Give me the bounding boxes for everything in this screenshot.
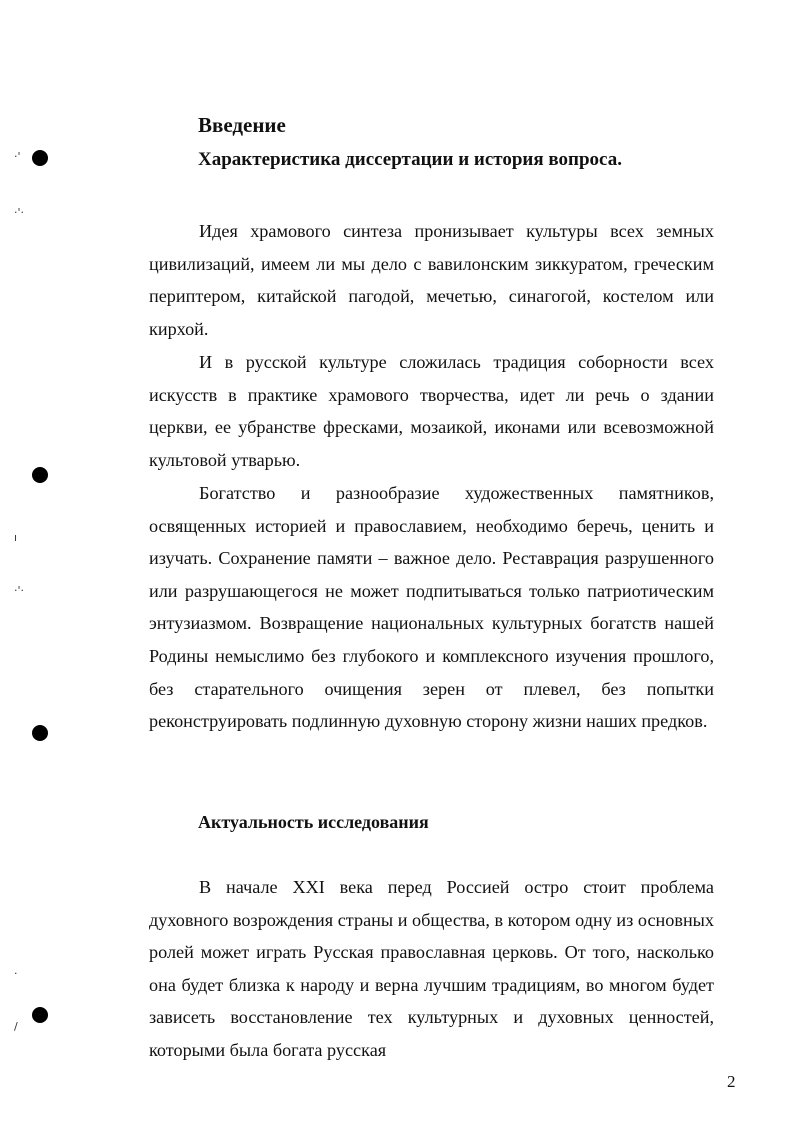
binding-hole [32,1007,48,1023]
scan-mark: ·'· [14,206,25,219]
paragraph: Богатство и разнообразие художественных памятников, освященных историей и православием, необходимо беречь, ценить и изучать. Сохранение памяти – важное дело. Реставрация разрушенного или разрушающегося не может подпитываться только патриотическим энтузиазмом. Возвращение национальных культурных богатств нашей Родины немыслимо без глубокого и комплексного изучения прошлого, без старательного очищения зерен от плевел, без попытки реконструировать подлинную духовную сторону жизни наших предков. [149,483,714,732]
binding-hole [32,725,48,741]
scan-mark: ·' [14,150,21,163]
scan-mark: · [14,967,18,980]
scan-mark: / [14,1020,18,1033]
binding-hole [32,150,48,166]
section-heading: Актуальность исследования [198,812,429,832]
page-number: 2 [727,1072,736,1091]
paragraph: В начале XXI века перед Россией остро стоит проблема духовного возрождения страны и общества, в котором одну из основных ролей может играть Русская православная церковь. От того, насколько она будет близка к народу и верна лучшим традициям, во многом будет зависеть восстановление тех культурных и духовных ценностей, которыми была богата русская [149,877,714,1060]
scan-mark: ·'· [14,584,25,597]
binding-hole [32,467,48,483]
paragraph: Идея храмового синтеза пронизывает культуры всех земных цивилизаций, имеем ли мы дело с вавилонским зиккуратом, греческим периптером, китайской пагодой, мечетью, синагогой, костелом или кирхой. [149,221,714,339]
section-subtitle: Характеристика диссертации и история вопроса. [198,149,622,170]
scan-mark: ı [14,531,18,544]
page-title: Введение [198,113,286,137]
paragraph: И в русской культуре сложилась традиция соборности всех искусств в практике храмового творчества, идет ли речь о здании церкви, ее убранстве фресками, мозаикой, иконами или всевозможной культовой утварью. [149,352,714,470]
